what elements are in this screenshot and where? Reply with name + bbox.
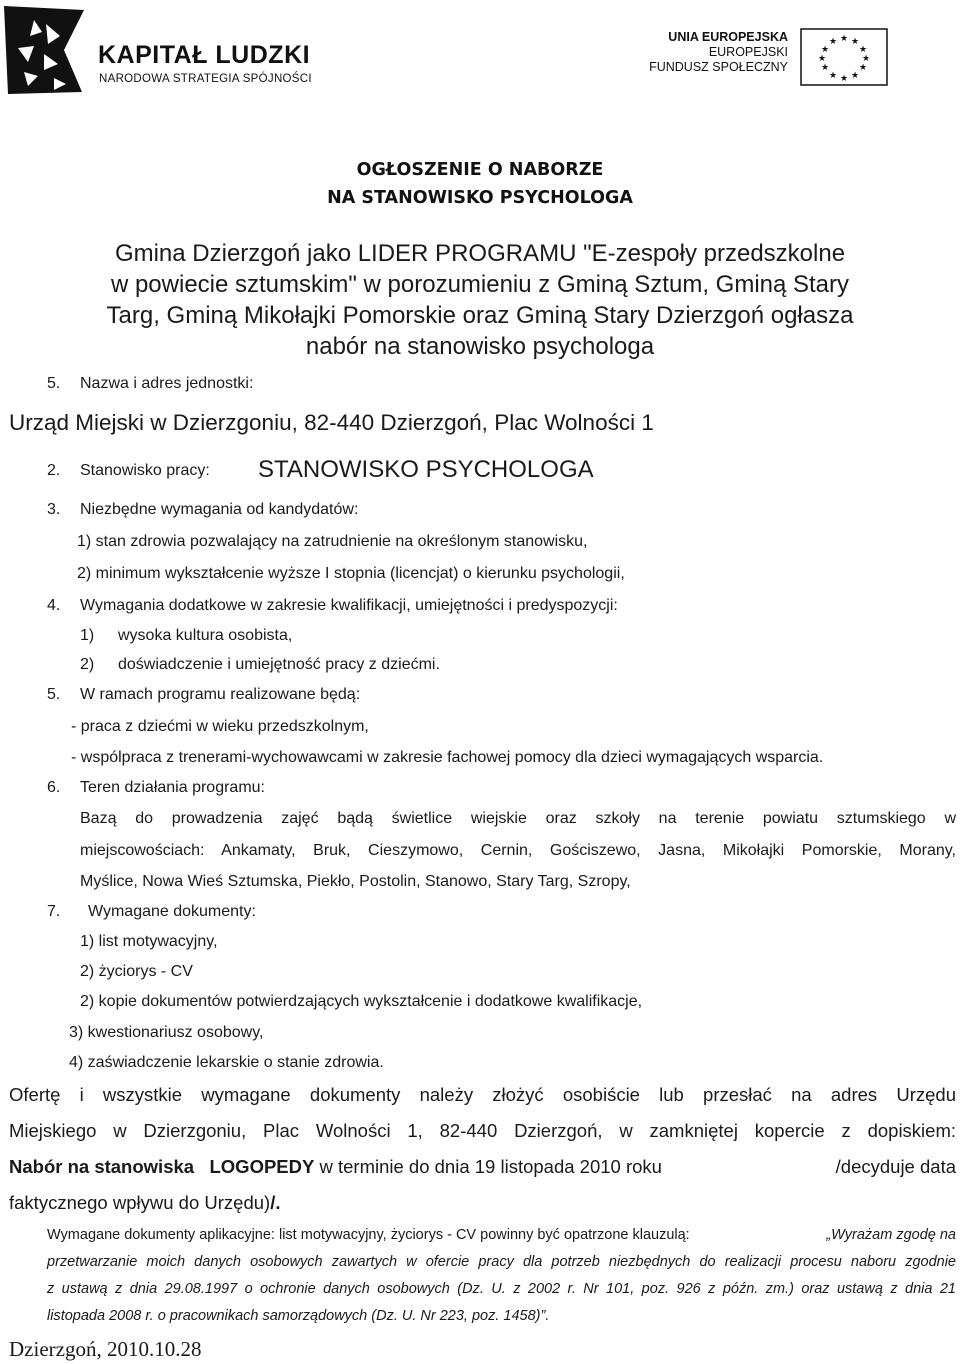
clause-line3: z ustawą z dnia 29.08.1997 o ochronie danych osobowych (Dz. U. z 2002 r. Nr 101, poz. 926 z późn. zm.) oraz ustawą z dnia 21 [47,1281,956,1297]
program-area-line1: Bazą do prowadzenia zajęć bądą świetlice wiejskie oraz szkoły na terenie powiatu sztumskiego w [80,810,956,827]
intro-line1: Gmina Dzierzgoń jako LIDER PROGRAMU "E-zespoły przedszkolne [114,240,846,267]
notice-heading-line1: OGŁOSZENIE O NABORZE [356,160,604,180]
closing-line3-end: /decyduje data [835,1156,956,1177]
document-item-5: 4) zaświadczenie lekarskie o stanie zdrowia. [69,1054,384,1071]
section-4-number: 4. [47,597,61,614]
program-task-2: - wspólpraca z trenerami-wychowawcami w zakresie fachowej pomocy dla dzieci wymagających wsparcia. [71,749,824,766]
clause-line4: listopada 2008 r. o pracownikach samorządowych (Dz. U. Nr 223, poz. 1458)”. [47,1308,550,1324]
eu-social-fund-logo [649,28,888,84]
deadline-text: w terminie do dnia 19 listopada 2010 roku [319,1156,662,1177]
closing-line4-end: /. [270,1192,281,1213]
requirement-item-2: 2) minimum wykształcenie wyższe I stopnia (licencjat) o kierunku psychologii, [77,565,625,582]
document-date: Dzierzgoń, 2010.10.28 [9,1337,202,1361]
additional-req-1-number: 1) [80,627,95,644]
additional-req-2-number: 2) [80,656,95,673]
clause-line2: przetwarzanie moich danych osobowych zawartych w ofercie pracy dla potrzeb niezbędnych do realizacji procesu naboru zgodnie [47,1254,956,1270]
document-item-4: 3) kwestionariusz osobowy, [69,1024,264,1041]
program-area-line2: miejscowościach: Ankamaty, Bruk, Cieszymowo, Cernin, Gościszewo, Jasna, Mikołajki Pomorskie, Morany, [80,842,956,859]
intro-line2: w powiecie sztumskim" w porozumieniu z Gminą Sztum, Gminą Stary [110,271,850,298]
section-6-title: Teren działania programu: [80,779,265,796]
clause-line1 [47,1227,956,1243]
svg-text:★: ★ [850,71,860,81]
eu-logo-line1: UNIA EUROPEJSKA [668,30,788,44]
section-1-number: 5. [47,375,61,392]
program-task-1: - praca z dziećmi w wieku przedszkolnym, [71,718,369,735]
svg-text:★: ★ [861,54,871,64]
section-7-title: Wymagane dokumenty: [88,903,256,920]
svg-text:★: ★ [828,37,838,47]
kapital-ludzki-subtitle: NARODOWA STRATEGIA SPÓJNOŚCI [99,73,312,85]
document-item-1: 1) list motywacyjny, [80,933,218,950]
position-name: STANOWISKO PSYCHOLOGA [258,456,594,483]
svg-text:★: ★ [839,74,849,84]
kapital-ludzki-title: KAPITAŁ LUDZKI [98,41,311,69]
svg-text:★: ★ [839,34,849,44]
eu-logo-line2: EUROPEJSKI [708,45,788,59]
section-5-number: 5. [47,686,61,703]
section-2-title: Stanowisko pracy: [80,462,210,479]
eu-flag-icon [800,28,888,86]
closing-line3 [9,1156,956,1178]
intro-line4: nabór na stanowisko psychologa [305,333,655,360]
intro-line3: Targ, Gminą Mikołajki Pomorskie oraz Gminą Stary Dzierzgoń ogłasza [106,302,854,329]
closing-line2: Miejskiego w Dzierzgoniu, Plac Wolności 1, 82-440 Dzierzgoń, w zamkniętej kopercie z dopiskiem: [9,1120,956,1141]
kapital-ludzki-logo [4,6,344,94]
intro-paragraph [40,238,920,362]
notice-heading-line2: NA STANOWISKO PSYCHOLOGA [327,188,633,208]
svg-text:★: ★ [828,71,838,81]
closing-line4-text: faktycznego wpływu do Urzędu) [9,1192,271,1213]
document-item-3: 2) kopie dokumentów potwierdzających wykształcenie i dodatkowe kwalifikacje, [80,993,643,1010]
svg-text:★: ★ [817,54,827,64]
additional-req-1-text: wysoka kultura osobista, [118,627,293,644]
clause-line1-plain: Wymagane dokumenty aplikacyjne: list motywacyjny, życiorys - CV powinny być opatrzone klauzulą: [47,1227,690,1243]
svg-text:★: ★ [820,45,830,55]
svg-text:★: ★ [858,63,868,73]
additional-req-2-text: doświadczenie i umiejętność pracy z dziećmi. [118,656,440,673]
closing-line1: Ofertę i wszystkie wymagane dokumenty należy złożyć osobiście lub przesłać na adres Urzędu [9,1084,956,1105]
eu-logo-text [649,30,788,75]
institution-address: Urząd Miejski w Dzierzgoniu, 82-440 Dzierzgoń, Plac Wolności 1 [9,410,654,435]
requirement-item-1: 1) stan zdrowia pozwalający na zatrudnienie na określonym stanowisku, [77,533,588,550]
section-3-number: 3. [47,501,61,518]
section-1-title: Nazwa i adres jednostki: [80,375,254,392]
section-4-title: Wymagania dodatkowe w zakresie kwalifikacji, umiejętności i predyspozycji: [80,597,618,614]
svg-text:★: ★ [858,45,868,55]
closing-line4 [9,1192,280,1214]
recruitment-position: LOGOPEDY [209,1156,315,1177]
eu-logo-line3: FUNDUSZ SPOŁECZNY [649,60,788,74]
section-3-title: Niezbędne wymagania od kandydatów: [80,501,359,518]
section-6-number: 6. [47,779,61,796]
svg-text:★: ★ [850,37,860,47]
section-7-number: 7. [47,903,61,920]
kapital-ludzki-emblem-icon [4,6,86,94]
document-item-2: 2) życiorys - CV [80,963,193,980]
program-area-line3: Myślice, Nowa Wieś Sztumska, Piekło, Postolin, Stanowo, Stary Targ, Szropy, [80,873,631,890]
svg-text:★: ★ [820,63,830,73]
recruitment-label: Nabór na stanowiska [9,1156,195,1177]
closing-line3-left [9,1156,662,1178]
clause-line1-italic: „Wyrażam zgodę na [826,1227,956,1243]
section-5-title: W ramach programu realizowane będą: [80,686,361,703]
section-2-number: 2. [47,462,61,479]
